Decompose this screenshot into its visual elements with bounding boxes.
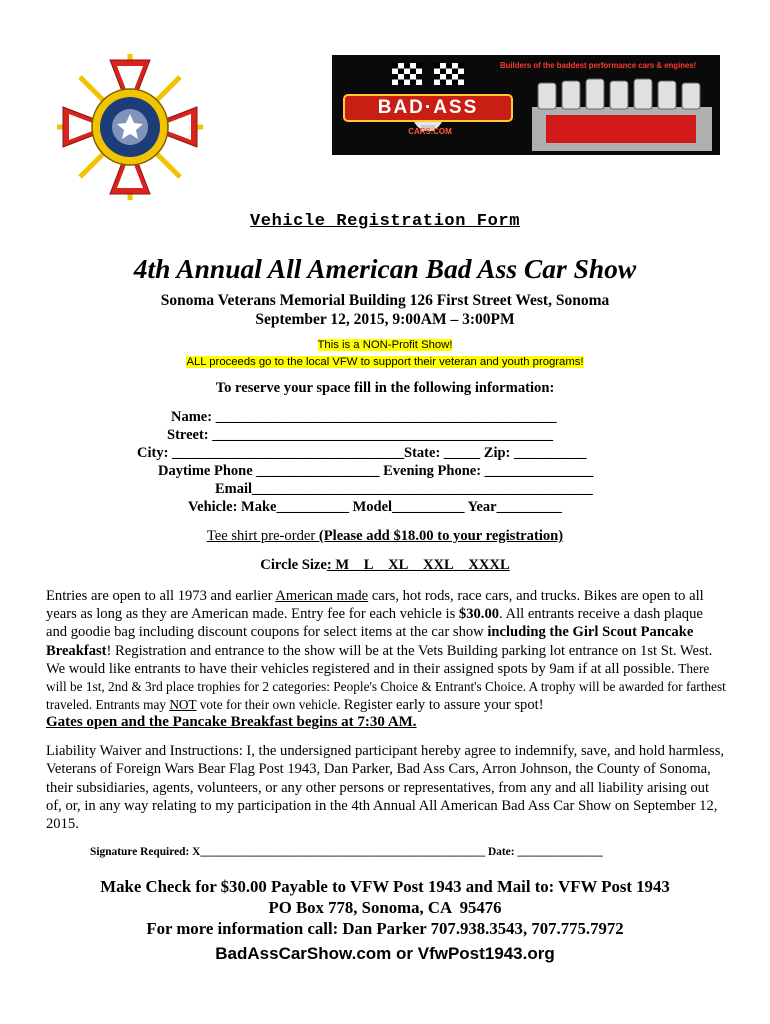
american-made-text: American made — [275, 588, 369, 604]
circle-size-label: Circle Size — [260, 557, 327, 573]
form-instruction: To reserve your space fill in the following information: — [215, 380, 555, 396]
nonprofit-line-2 — [0, 356, 770, 368]
city-state-zip-field[interactable]: City: ________________________________State: _____ Zip: __________ — [137, 445, 587, 461]
girl-scout-breakfast: including the Girl Scout Pancake Breakfast — [46, 624, 694, 659]
websites-line[interactable]: BadAssCarShow.com or VfwPost1943.org — [215, 944, 555, 963]
gates-open-line: Gates open and the Pancake Breakfast begins at 7:30 AM. — [46, 714, 417, 730]
email-field[interactable]: Email_______________________________________________ — [215, 481, 593, 497]
vote-text: vote for their own vehicle. — [196, 697, 344, 713]
check-payable-line: Make Check for $30.00 Payable to VFW Post 1943 and Mail to: VFW Post 1943 — [100, 877, 670, 896]
liability-waiver: Liability Waiver and Instructions: I, the undersigned participant hereby agree to indemnify, save, and hold harmless, Veterans of Foreign Wars Bear Flag Post 1943, Dan Parker, Bad Ass Cars, Arron Johnson, the County of Sonoma, their subsidiaries, agents, volunteers, or any other persons or representatives, from any and all liability arising out of, or, in any way relating to my participation in the 4th Annual All American Bad Ass Car Show on September 12, 2015. — [46, 743, 725, 833]
event-title: 4th Annual All American Bad Ass Car Show — [133, 253, 637, 284]
banner-tagline: Builders of the baddest performance cars & engines! — [500, 61, 697, 70]
entries-text-1: Entries are open to all 1973 and earlier — [46, 588, 276, 604]
entries-text-4: ! Registration and entrance to the show will be at the Vets Building parking lot entrance on 1st St. West. We would like entrants to have their vehicles registered and in their assigned spots by 9am if at all possible. — [46, 642, 713, 677]
nonprofit-text-1: This is a NON-Profit Show! — [317, 339, 453, 351]
entries-text-2: cars, hot rods, race cars, and trucks. Bikes are open to all years as long as they are American made. Entry fee for each vehicle is — [46, 588, 704, 623]
banner-logo-subtext: CARS.COM — [408, 127, 452, 136]
po-box-line: PO Box 778, Sonoma, CA 95476 — [268, 898, 502, 917]
entries-paragraph — [46, 587, 726, 714]
nonprofit-text-2: ALL proceeds go to the local VFW to support their veteran and youth programs! — [186, 356, 584, 368]
size-options[interactable]: : M__L__XL__XXL__XXXL — [326, 557, 510, 573]
street-field[interactable]: Street: _______________________________________________ — [167, 427, 553, 443]
date-time-line: September 12, 2015, 9:00AM – 3:00PM — [255, 311, 515, 328]
signature-line[interactable]: Signature Required: X__________________________________________________ Date: _______________ — [90, 846, 603, 858]
banner-logo-text: BAD·ASS — [377, 97, 479, 118]
tshirt-preorder-line — [0, 528, 770, 545]
vehicle-field[interactable]: Vehicle: Make__________ Model__________ Year_________ — [188, 499, 562, 515]
form-title: Vehicle Registration Form — [249, 212, 521, 231]
vfw-seal-logo — [55, 52, 205, 202]
venue-line: Sonoma Veterans Memorial Building 126 First Street West, Sonoma — [160, 292, 610, 309]
trophies-text: There will be 1st, 2nd & 3rd place trophies for 2 categories: People's Choice & Entrant's Choice. A trophy will be awarded for farthest traveled. Entrants may — [46, 660, 726, 713]
entries-text-3: . All entrants receive a dash plaque and goodie bag including discount coupons for select items at the car show — [46, 606, 703, 641]
phone-field[interactable]: Daytime Phone _________________ Evening Phone: _______________ — [158, 463, 594, 479]
tshirt-prefix: Tee shirt pre-order — [206, 528, 319, 544]
circle-size-line[interactable] — [0, 557, 770, 574]
tshirt-price-note: (Please add $18.00 to your registration) — [318, 528, 564, 544]
register-early-text: Register early to assure your spot! — [343, 697, 544, 714]
bad-ass-cars-banner — [332, 55, 720, 155]
nonprofit-line-1 — [0, 339, 770, 351]
name-field[interactable]: Name: _______________________________________________ — [171, 409, 557, 425]
contact-info-line: For more information call: Dan Parker 707.938.3543, 707.775.7972 — [146, 919, 624, 938]
entry-fee: $30.00 — [458, 606, 500, 623]
not-text: NOT — [169, 697, 197, 713]
